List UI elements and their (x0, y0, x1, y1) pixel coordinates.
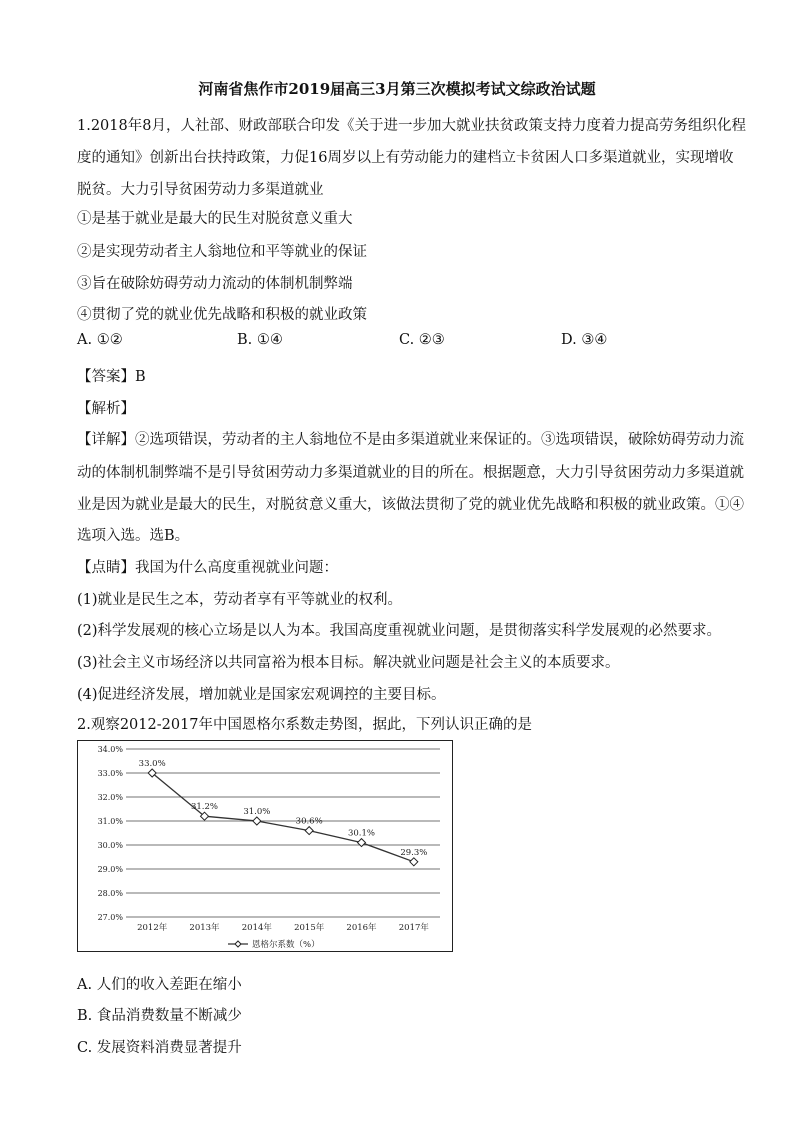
q1-point-title: 【点睛】我国为什么高度重视就业问题： (77, 560, 338, 576)
q1-option-c: C. ②③ (399, 332, 445, 348)
y-tick-label: 32.0% (97, 793, 123, 802)
q1-statement-2: ②是实现劳动者主人翁地位和平等就业的保证 (77, 244, 367, 260)
legend-marker (235, 941, 241, 947)
q1-answer: 【答案】B (77, 369, 146, 385)
y-tick-label: 34.0% (97, 745, 123, 754)
q1-detail-line-1: 【详解】②选项错误，劳动者的主人翁地位不是由多渠道就业来保证的。③选项错误，破除妨碍劳动力流 (77, 432, 744, 448)
series-line (152, 773, 414, 862)
y-tick-label: 31.0% (97, 817, 123, 826)
q1-point-1: (1)就业是民生之本，劳动者享有平等就业的权利。 (77, 592, 403, 608)
q1-stem-line-1: 1.2018年8月，人社部、财政部联合印发《关于进一步加大就业扶贫政策支持力度着力提高劳务组织化程 (77, 118, 746, 134)
q1-detail-line-2: 动的体制机制弊端不是引导贫困劳动力多渠道就业的目的所在。根据题意，大力引导贫困劳动力多渠道就 (77, 465, 744, 481)
q1-detail-line-3: 业是因为就业是最大的民生，对脱贫意义重大，该做法贯彻了党的就业优先战略和积极的就业政策。①④ (77, 497, 744, 513)
engel-chart (77, 740, 453, 952)
q1-option-b: B. ①④ (237, 332, 283, 348)
x-tick-label: 2016年 (346, 923, 377, 933)
q2-option-a: A. 人们的收入差距在缩小 (77, 977, 242, 993)
q1-statement-3: ③旨在破除妨碍劳动力流动的体制机制弊端 (77, 276, 353, 292)
q1-analysis-label: 【解析】 (77, 401, 135, 417)
y-tick-label: 27.0% (97, 913, 123, 922)
q1-option-d: D. ③④ (561, 332, 608, 348)
x-tick-label: 2015年 (294, 923, 325, 933)
y-tick-label: 30.0% (97, 841, 123, 850)
q1-statement-1: ①是基于就业是最大的民生对脱贫意义重大 (77, 211, 353, 227)
data-label: 31.0% (243, 807, 271, 817)
data-label: 29.3% (400, 847, 428, 858)
data-label: 30.1% (347, 828, 376, 839)
data-point-marker (253, 817, 261, 825)
x-tick-label: 2014年 (241, 923, 272, 933)
y-tick-label: 33.0% (97, 769, 123, 778)
q2-option-b: B. 食品消费数量不断减少 (77, 1008, 242, 1024)
q1-detail-line-4: 选项入选。选B。 (77, 528, 190, 544)
data-label: 33.0% (138, 759, 166, 769)
data-label: 30.6% (295, 816, 323, 827)
q1-point-4: (4)促进经济发展，增加就业是国家宏观调控的主要目标。 (77, 687, 446, 703)
x-tick-label: 2013年 (189, 923, 220, 933)
x-tick-label: 2017年 (398, 923, 429, 933)
engel-chart-svg (78, 741, 452, 951)
data-point-marker (305, 827, 313, 835)
data-label: 31.2% (190, 802, 219, 813)
q1-option-a: A. ①② (77, 332, 123, 348)
y-tick-label: 28.0% (97, 889, 123, 898)
q1-statement-4: ④贯彻了党的就业优先战略和积极的就业政策 (77, 307, 367, 323)
q2-option-c: C. 发展资料消费显著提升 (77, 1040, 242, 1056)
q2-stem: 2.观察2012-2017年中国恩格尔系数走势图，据此，下列认识正确的是 (77, 717, 533, 733)
q1-stem-line-2: 度的通知》创新出台扶持政策，力促16周岁以上有劳动能力的建档立卡贫困人口多渠道就业，实现增收 (77, 150, 734, 166)
q1-point-2: (2)科学发展观的核心立场是以人为本。我国高度重视就业问题，是贯彻落实科学发展观的必然要求。 (77, 623, 722, 639)
q1-stem-line-3: 脱贫。大力引导贫困劳动力多渠道就业 (77, 182, 324, 198)
q1-point-3: (3)社会主义市场经济以共同富裕为根本目标。解决就业问题是社会主义的本质要求。 (77, 655, 620, 671)
legend-label: 恩格尔系数（%） (252, 940, 320, 950)
page-title: 河南省焦作市2019届高三3月第三次模拟考试文综政治试题 (198, 80, 596, 98)
y-tick-label: 29.0% (97, 865, 123, 874)
x-tick-label: 2012年 (137, 923, 168, 933)
data-point-marker (410, 858, 418, 866)
